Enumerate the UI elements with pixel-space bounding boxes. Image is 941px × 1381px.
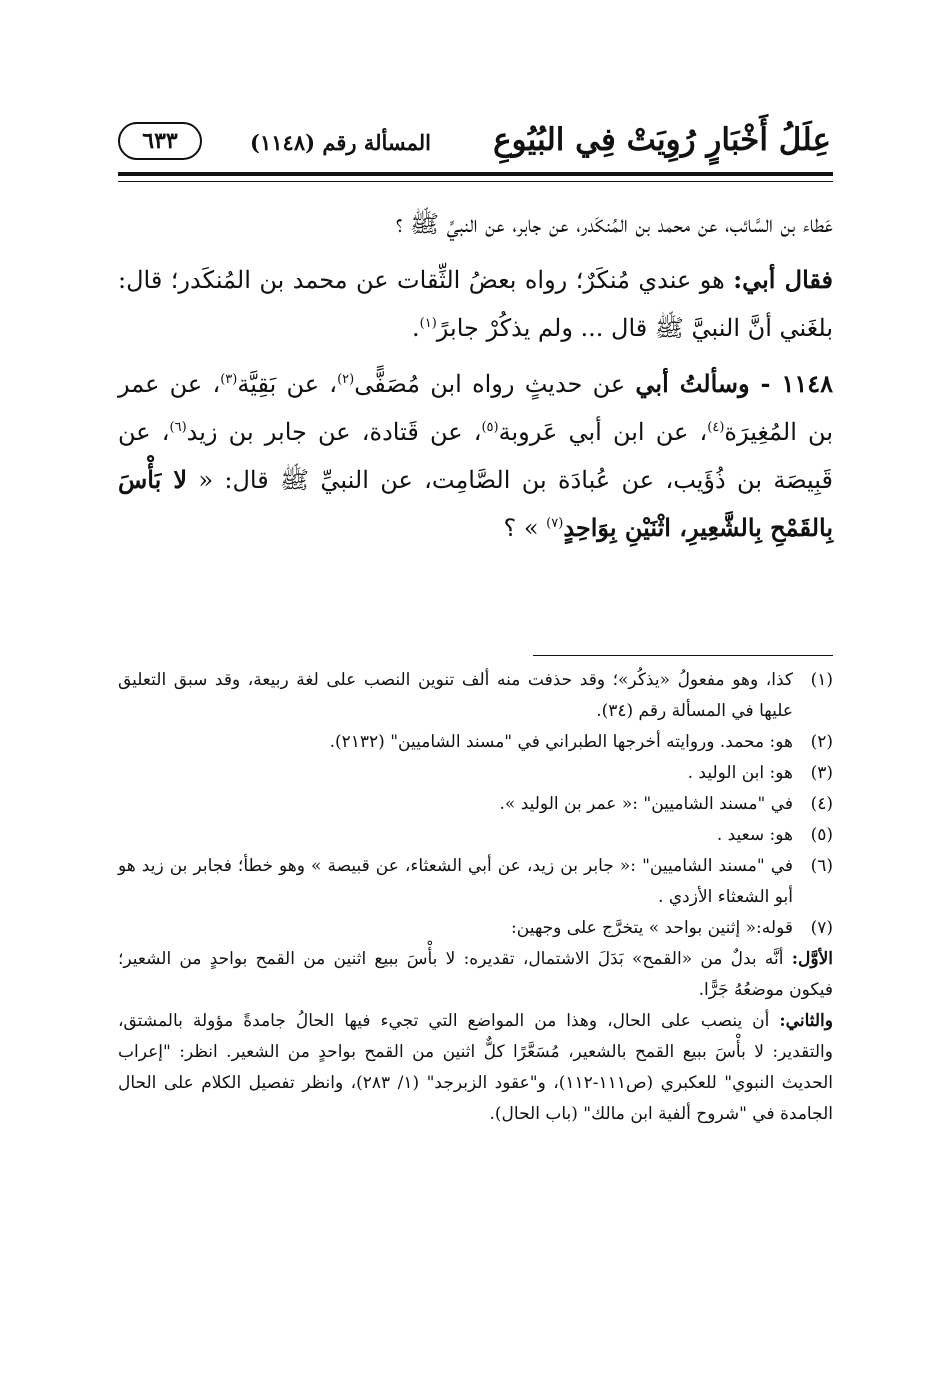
paragraph-2-end: .	[411, 314, 420, 342]
footnote-7-first-reading	[118, 944, 833, 1006]
header-rule-thin	[118, 181, 833, 182]
footnote-text: قوله:« إثنين بواحد » يتخرَّج على وجهين:	[511, 918, 793, 938]
footnote-number: (٢)	[810, 732, 833, 752]
running-title: عِلَلُ أَخْبَارٍ رُوِيَتْ فِي البُيُوعِ	[493, 122, 831, 158]
footnote-number: (١)	[810, 670, 833, 690]
footnote-number: (٣)	[810, 763, 833, 783]
question-intro: وسألتُ أبي	[635, 369, 761, 398]
footnote-separator	[533, 655, 833, 656]
header-rule-thick	[118, 172, 833, 176]
footnote-ref-4[interactable]: (٤)	[707, 420, 725, 435]
issue-number: ١١٤٨ -	[760, 369, 834, 398]
footnote-text: هو: محمد. وروايته أخرجها الطبراني في "مسند الشاميين" (٢١٣٢).	[329, 732, 793, 752]
footnote-ref-3[interactable]: (٣)	[220, 372, 238, 387]
footnote-ref-2[interactable]: (٢)	[337, 372, 355, 387]
issue-label: المسألة رقم (١١٤٨)	[250, 130, 431, 155]
footnote-ref-6[interactable]: (٦)	[169, 420, 187, 435]
page-number: ٦٣٣	[118, 122, 202, 160]
speaker-label: فقال أبي:	[733, 265, 834, 294]
paragraph-2	[118, 256, 833, 352]
footnote-7	[118, 913, 833, 944]
main-text	[118, 200, 833, 560]
chain-part-a: عن حديثٍ رواه ابن مُصَفًّى	[354, 370, 636, 398]
footnotes	[118, 665, 833, 1130]
page-header	[118, 118, 831, 166]
first-reading-label: الأوَّل:	[791, 949, 833, 969]
footnote-ref-5[interactable]: (٥)	[481, 420, 499, 435]
footnote-text: هو: ابن الوليد .	[687, 763, 793, 783]
footnote-number: (٤)	[810, 794, 833, 814]
footnote-ref-1[interactable]: (١)	[419, 316, 437, 331]
chain-part-f: ، عن قَبِيصَة بن ذُؤَيب، عن عُبادَة بن الصَّامِت، عن النبيِّ ﷺ قال: «	[118, 418, 833, 494]
footnote-text: في "مسند الشاميين" :« جابر بن زيد، عن أبي الشعثاء، عن قبيصة » وهو خطأ؛ فجابر بن زيد هو أبو الشعثاء الأزدي .	[118, 856, 793, 907]
footnote-number: (٦)	[810, 856, 833, 876]
footnote-number: (٥)	[810, 825, 833, 845]
footnote-1	[118, 665, 833, 727]
footnote-text: في "مسند الشاميين" :« عمر بن الوليد ».	[499, 794, 793, 814]
hadith-text: لا بَأْسَ بِالقَمْحِ بِالشَّعِيرِ، اثْنَيْنِ بِوَاحِدٍ	[118, 465, 833, 542]
chain-part-g: » ؟	[503, 514, 547, 542]
second-reading-text: أن ينصب على الحال، وهذا من المواضع التي تجيء فيها الحالُ جامدةً مؤولة بالمشتق، والتقدير: لا بأْسَ ببيع القمح بالشعير، مُسَعَّرًا كلٌّ اثنين من القمح بواحدٍ من الشعير. انظر: "إعراب الحديث النبوي" للعكبري (ص١١١-١١٢)، و"عقود الزبرجد" (١/ ٢٨٣)، وانظر تفصيل الكلام على الحال الجامدة في "شروح ألفية ابن مالك" (باب الحال).	[118, 1011, 834, 1124]
footnote-ref-7[interactable]: (٧)	[546, 516, 564, 531]
chain-part-e: ، عن قَتادة، عن جابر بن زيد	[186, 418, 482, 446]
footnote-7-second-reading	[118, 1006, 833, 1130]
first-reading-text: أنَّه بدلٌ من «القمح» بَدَلَ الاشتمال، تقديره: لا بأْسَ ببيع اثنين من القمح بواحدٍ من الشعير؛ فيكون موضعُهُ جَرًّا.	[118, 949, 833, 1000]
chain-part-b: ، عن بَقِيَّة	[237, 370, 338, 398]
chain-part-d: ، عن ابن أبي عَروبة	[498, 418, 708, 446]
footnote-text: كذا، وهو مفعولُ «يذكُر»؛ وقد حذفت منه ألف تنوين النصب على لغة ربيعة، وقد سبق التعليق عليها في المسألة رقم (٣٤).	[118, 670, 793, 721]
paragraph-2-text: هو عندي مُنكَرٌ؛ رواه بعضُ الثِّقات عن محمد بن المُنكَدر؛ قال: بلغَني أنَّ النبيَّ ﷺ قال ... ولم يذكُرْ جابرً	[118, 266, 833, 342]
footnote-4	[118, 789, 833, 820]
second-reading-label: والثاني:	[779, 1011, 833, 1031]
footnote-2	[118, 727, 833, 758]
footnote-5	[118, 820, 833, 851]
footnote-3	[118, 758, 833, 789]
chain-part-c: ، عن عمر بن المُغِيرَة	[118, 370, 833, 446]
footnote-6	[118, 851, 833, 913]
paragraph-3	[118, 360, 833, 552]
paragraph-1: عَطاء بن السَّائب، عن محمد بن المُنكَدر، عن جابر، عن النبيِّ ﷺ ؟	[395, 210, 833, 238]
footnote-number: (٧)	[810, 918, 833, 938]
footnote-text: هو: سعيد .	[716, 825, 793, 845]
